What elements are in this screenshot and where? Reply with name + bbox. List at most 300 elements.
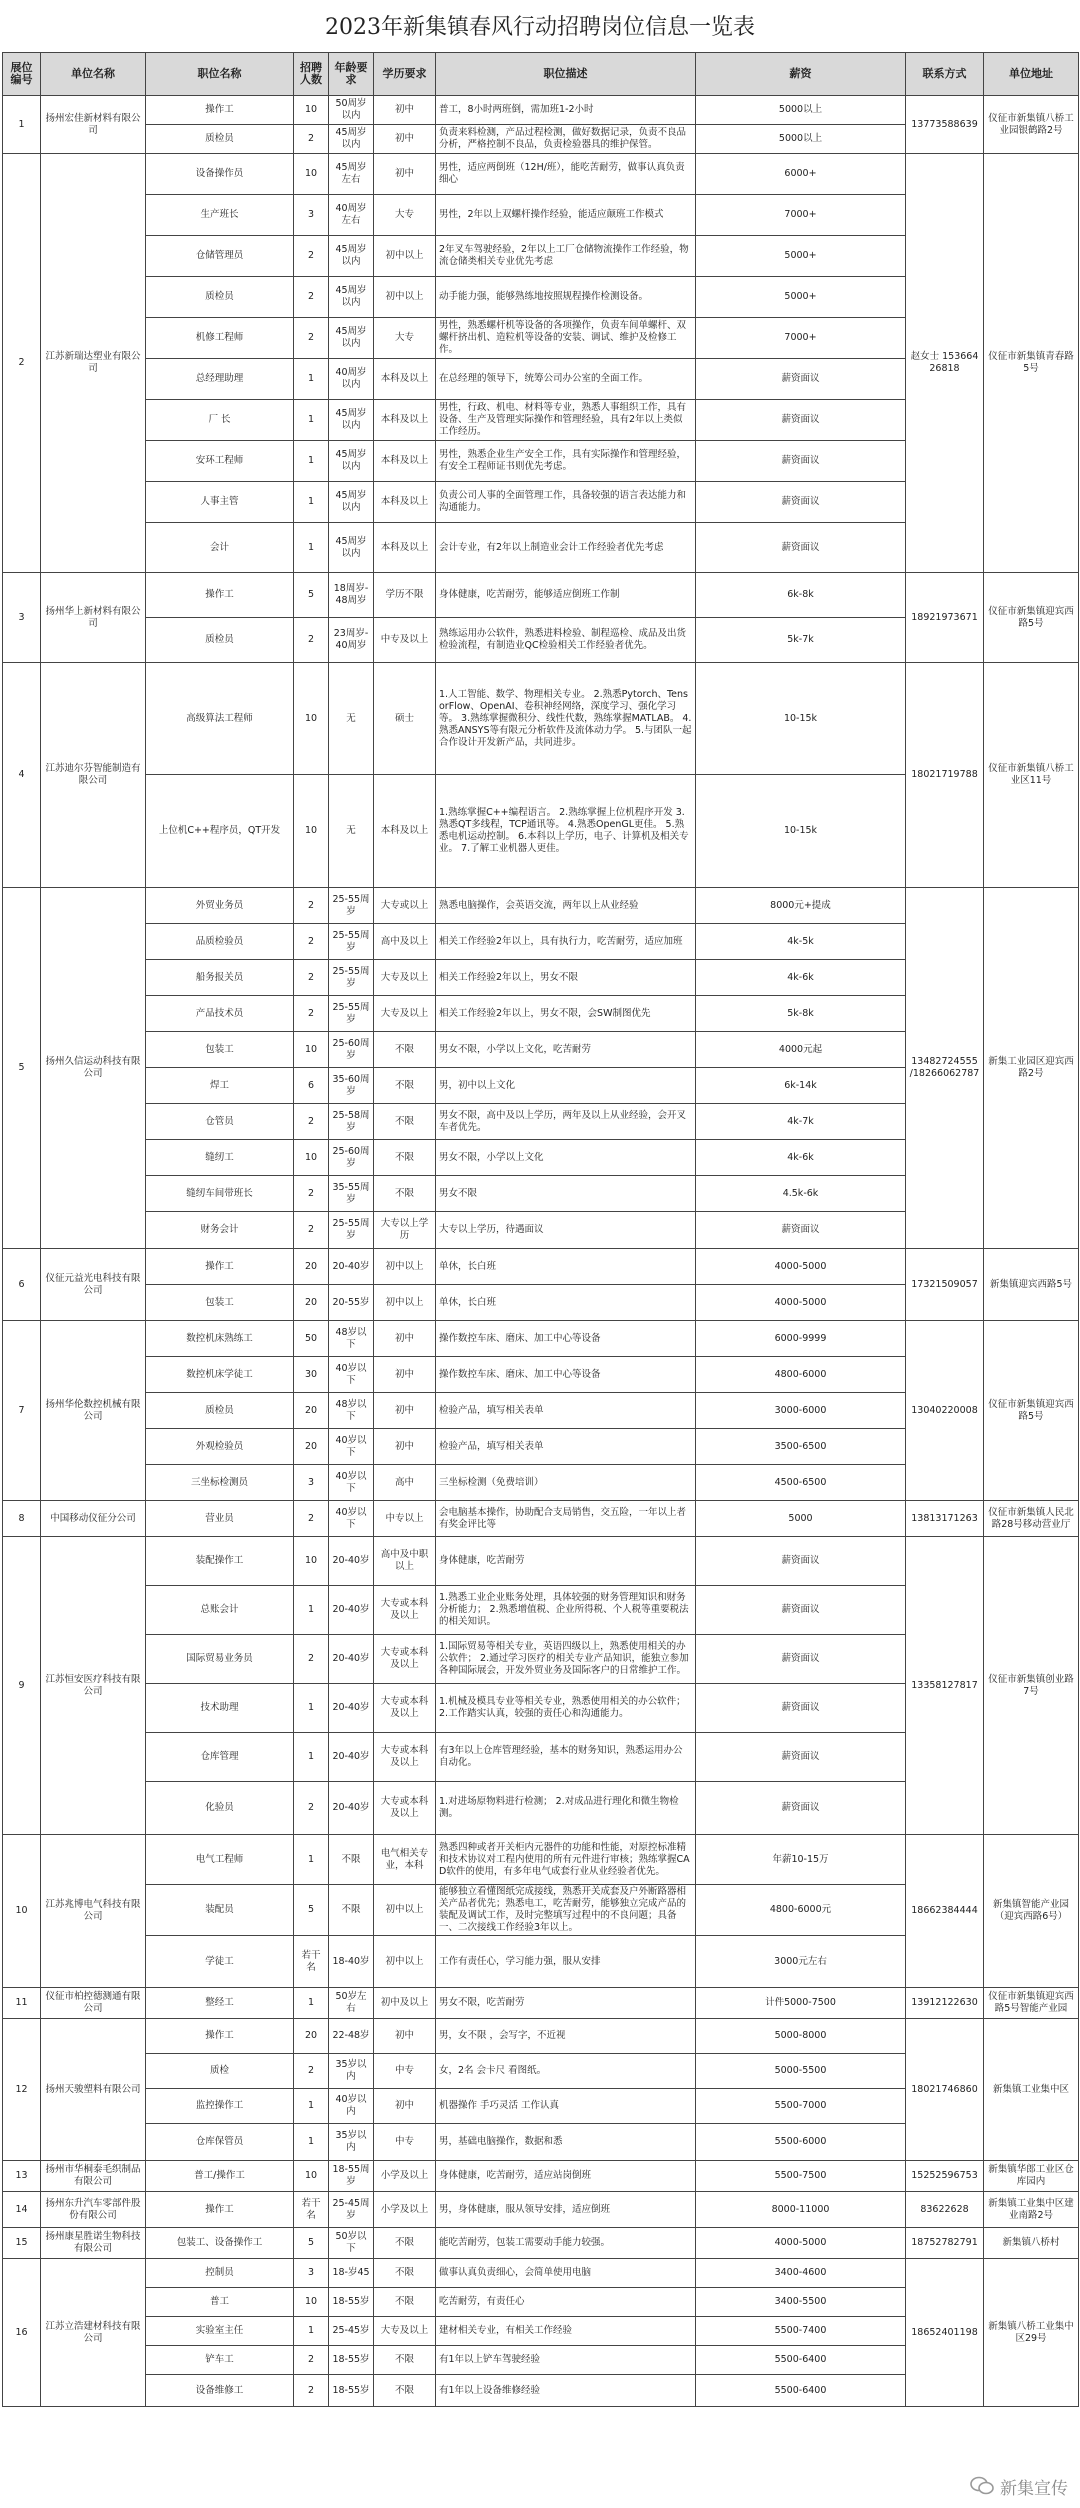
age-requirement-cell: 25-55周岁 — [329, 924, 374, 960]
address-cell: 仪征市新集镇迎宾西路5号 — [984, 1321, 1079, 1501]
headcount-cell: 5 — [294, 1885, 329, 1936]
table-row — [3, 1321, 1079, 1357]
education-cell: 中专及以上 — [374, 618, 436, 663]
salary-cell: 4k-7k — [696, 1104, 906, 1140]
education-cell: 不限 — [374, 1068, 436, 1104]
education-cell: 大专及以上 — [374, 960, 436, 996]
education-cell: 大专及以上 — [374, 2317, 436, 2346]
job-title-cell: 人事主管 — [146, 482, 294, 523]
job-title-cell: 营业员 — [146, 1501, 294, 1537]
age-requirement-cell: 45周岁以内 — [329, 441, 374, 482]
headcount-cell: 20 — [294, 1393, 329, 1429]
table-row — [3, 888, 1079, 924]
job-title-cell: 质检 — [146, 2054, 294, 2089]
education-cell: 高中 — [374, 1465, 436, 1501]
job-description-cell: 男女不限，小学以上文化 — [436, 1140, 696, 1176]
age-requirement-cell: 25-60周岁 — [329, 1032, 374, 1068]
salary-cell: 8000-11000 — [696, 2192, 906, 2228]
education-cell: 初中 — [374, 125, 436, 154]
salary-cell: 薪资面议 — [696, 1212, 906, 1249]
age-requirement-cell: 20-40岁 — [329, 1586, 374, 1635]
job-title-cell: 监控操作工 — [146, 2089, 294, 2124]
age-requirement-cell: 无 — [329, 663, 374, 775]
job-description-cell: 单休，长白班 — [436, 1249, 696, 1285]
job-title-cell: 财务会计 — [146, 1212, 294, 1249]
age-requirement-cell: 50岁左右 — [329, 1988, 374, 2019]
job-description-cell: 男女不限 — [436, 1176, 696, 1212]
education-cell: 大专以上学历 — [374, 1212, 436, 1249]
headcount-cell: 1 — [294, 2124, 329, 2161]
age-requirement-cell: 40周岁以内 — [329, 359, 374, 400]
education-cell: 大专及以上 — [374, 996, 436, 1032]
headcount-cell: 1 — [294, 2317, 329, 2346]
age-requirement-cell: 25-58周岁 — [329, 1104, 374, 1140]
salary-cell: 6k-8k — [696, 573, 906, 618]
wechat-bubble-icon — [970, 2476, 994, 2496]
salary-cell: 4000-5000 — [696, 1249, 906, 1285]
education-cell: 大专 — [374, 318, 436, 359]
age-requirement-cell: 48岁以下 — [329, 1393, 374, 1429]
company-name-cell: 江苏兆博电气科技有限公司 — [41, 1835, 146, 1988]
job-title-cell: 安环工程师 — [146, 441, 294, 482]
headcount-cell: 2 — [294, 2375, 329, 2407]
headcount-cell: 2 — [294, 618, 329, 663]
job-description-cell: 1.熟悉工业企业账务处理，具体较强的财务管理知识和财务分析能力； 2.熟悉增值税、企业所得税、个人税等重要税法的相关知识。 — [436, 1586, 696, 1635]
job-description-cell: 有1年以上铲车驾驶经验 — [436, 2346, 696, 2375]
salary-cell: 3400-4600 — [696, 2259, 906, 2288]
job-description-cell: 1.人工智能、数学、物理相关专业。 2.熟悉Pytorch、TensorFlow、OpenAI、卷积神经网络，深度学习、强化学习等。 3.熟练掌握微积分、线性代数，熟练掌握MATLAB。 4.熟悉ANSYS等有限元分析软件及流体动力学。 5.与团队一起合作设计开发新产品，共同进步。 — [436, 663, 696, 775]
job-description-cell: 吃苦耐劳，有责任心 — [436, 2288, 696, 2317]
table-row — [3, 1835, 1079, 1885]
job-description-cell: 男，女不限 ，会写字，不近视 — [436, 2019, 696, 2054]
company-name-cell: 仪征市柏控德测通有限公司 — [41, 1988, 146, 2019]
headcount-cell: 若干名 — [294, 2192, 329, 2228]
headcount-cell: 50 — [294, 1321, 329, 1357]
salary-cell: 4k-6k — [696, 1140, 906, 1176]
education-cell: 初中以上 — [374, 236, 436, 277]
job-title-cell: 装配操作工 — [146, 1537, 294, 1586]
education-cell: 大专或以上 — [374, 888, 436, 924]
education-cell: 本科及以上 — [374, 400, 436, 441]
headcount-cell: 2 — [294, 888, 329, 924]
booth-number-cell: 9 — [3, 1537, 41, 1835]
job-description-cell: 身体健康，吃苦耐劳，适应站岗倒班 — [436, 2161, 696, 2192]
table-row — [3, 1249, 1079, 1285]
headcount-cell: 10 — [294, 1140, 329, 1176]
job-title-cell: 学徒工 — [146, 1936, 294, 1988]
headcount-cell: 2 — [294, 277, 329, 318]
job-title-cell: 质检员 — [146, 277, 294, 318]
job-description-cell: 负责公司人事的全面管理工作，具备较强的语言表达能力和沟通能力。 — [436, 482, 696, 523]
table-row — [3, 663, 1079, 775]
job-title-cell: 外贸业务员 — [146, 888, 294, 924]
address-cell: 新集镇工业集中区建业南路2号 — [984, 2192, 1079, 2228]
address-cell: 仪征市新集镇迎宾西路5号智能产业园 — [984, 1988, 1079, 2019]
contact-cell: 18921973671 — [906, 573, 984, 663]
job-title-cell: 包装工、设备操作工 — [146, 2228, 294, 2259]
salary-cell: 4k-5k — [696, 924, 906, 960]
headcount-cell: 1 — [294, 2089, 329, 2124]
contact-cell: 18021746860 — [906, 2019, 984, 2161]
job-description-cell: 男女不限，吃苦耐劳 — [436, 1988, 696, 2019]
headcount-cell: 10 — [294, 775, 329, 888]
job-description-cell: 男，基础电脑操作，数据和悉 — [436, 2124, 696, 2161]
company-name-cell: 江苏迪尔芬智能制造有限公司 — [41, 663, 146, 888]
salary-cell: 4000-5000 — [696, 2228, 906, 2259]
headcount-cell: 2 — [294, 2346, 329, 2375]
salary-cell: 薪资面议 — [696, 482, 906, 523]
salary-cell: 薪资面议 — [696, 1537, 906, 1586]
age-requirement-cell: 48岁以下 — [329, 1321, 374, 1357]
company-name-cell: 扬州天骏塑料有限公司 — [41, 2019, 146, 2161]
booth-number-cell: 10 — [3, 1835, 41, 1988]
job-title-cell: 缝纫车间带班长 — [146, 1176, 294, 1212]
education-cell: 本科及以上 — [374, 359, 436, 400]
education-cell: 本科及以上 — [374, 482, 436, 523]
job-description-cell: 男女不限，高中及以上学历，两年及以上从业经验，会开叉车者优先。 — [436, 1104, 696, 1140]
headcount-cell: 10 — [294, 154, 329, 195]
education-cell: 不限 — [374, 2259, 436, 2288]
job-description-cell: 相关工作经验2年以上，男女不限 — [436, 960, 696, 996]
job-title-cell: 仓管员 — [146, 1104, 294, 1140]
job-title-cell: 操作工 — [146, 2192, 294, 2228]
age-requirement-cell: 不限 — [329, 1835, 374, 1885]
job-title-cell: 仓库保管员 — [146, 2124, 294, 2161]
booth-number-cell: 3 — [3, 573, 41, 663]
age-requirement-cell: 45周岁以内 — [329, 277, 374, 318]
address-cell: 新集镇迎宾西路5号 — [984, 1249, 1079, 1321]
job-title-cell: 厂 长 — [146, 400, 294, 441]
job-description-cell: 检验产品，填写相关表单 — [436, 1429, 696, 1465]
job-title-cell: 机修工程师 — [146, 318, 294, 359]
job-description-cell: 1.机械及模具专业等相关专业，熟悉使用相关的办公软件； 2.工作踏实认真，较强的责任心和沟通能力。 — [436, 1684, 696, 1733]
contact-cell: 13773588639 — [906, 96, 984, 154]
header-cell: 展位编号 — [3, 53, 41, 96]
job-title-cell: 数控机床学徒工 — [146, 1357, 294, 1393]
jobs-table — [2, 52, 1079, 2407]
age-requirement-cell: 20-55岁 — [329, 1285, 374, 1321]
age-requirement-cell: 40岁以下 — [329, 1357, 374, 1393]
job-description-cell: 三坐标检测（免费培训） — [436, 1465, 696, 1501]
age-requirement-cell: 18-40岁 — [329, 1936, 374, 1988]
age-requirement-cell: 45周岁以内 — [329, 318, 374, 359]
education-cell: 大专或本科及以上 — [374, 1733, 436, 1782]
salary-cell: 薪资面议 — [696, 523, 906, 573]
booth-number-cell: 2 — [3, 154, 41, 573]
headcount-cell: 2 — [294, 125, 329, 154]
age-requirement-cell: 18-55周岁 — [329, 2161, 374, 2192]
address-cell: 新集镇工业集中区 — [984, 2019, 1079, 2161]
salary-cell: 8000元+提成 — [696, 888, 906, 924]
headcount-cell: 1 — [294, 400, 329, 441]
job-title-cell: 品质检验员 — [146, 924, 294, 960]
job-title-cell: 技术助理 — [146, 1684, 294, 1733]
age-requirement-cell: 20-40岁 — [329, 1733, 374, 1782]
headcount-cell: 6 — [294, 1068, 329, 1104]
education-cell: 本科及以上 — [374, 441, 436, 482]
salary-cell: 5000-8000 — [696, 2019, 906, 2054]
job-title-cell: 总账会计 — [146, 1586, 294, 1635]
salary-cell: 薪资面议 — [696, 400, 906, 441]
salary-cell: 10-15k — [696, 663, 906, 775]
age-requirement-cell: 45周岁以内 — [329, 523, 374, 573]
table-row — [3, 96, 1079, 125]
age-requirement-cell: 20-40岁 — [329, 1635, 374, 1684]
job-description-cell: 操作数控车床、磨床、加工中心等设备 — [436, 1321, 696, 1357]
age-requirement-cell: 45周岁以内 — [329, 125, 374, 154]
education-cell: 本科及以上 — [374, 775, 436, 888]
contact-cell: 18752782791 — [906, 2228, 984, 2259]
header-cell: 学历要求 — [374, 53, 436, 96]
contact-cell: 18021719788 — [906, 663, 984, 888]
age-requirement-cell: 不限 — [329, 1885, 374, 1936]
salary-cell: 4.5k-6k — [696, 1176, 906, 1212]
job-description-cell: 身体健康，吃苦耐劳 — [436, 1537, 696, 1586]
headcount-cell: 1 — [294, 1835, 329, 1885]
job-title-cell: 船务报关员 — [146, 960, 294, 996]
education-cell: 初中以上 — [374, 1249, 436, 1285]
salary-cell: 5000以上 — [696, 96, 906, 125]
watermark-text: 新集宣传 — [1000, 2478, 1068, 2499]
education-cell: 初中 — [374, 1321, 436, 1357]
job-title-cell: 产品技术员 — [146, 996, 294, 1032]
job-description-cell: 1.国际贸易等相关专业，英语四级以上，熟悉使用相关的办公软件； 2.通过学习医疗的相关专业产品知识，能独立参加各种国际展会，开发外贸业务及国际客户的日常维护工作。 — [436, 1635, 696, 1684]
headcount-cell: 2 — [294, 1635, 329, 1684]
headcount-cell: 1 — [294, 441, 329, 482]
age-requirement-cell: 45周岁以内 — [329, 236, 374, 277]
salary-cell: 5500-6400 — [696, 2346, 906, 2375]
salary-cell: 薪资面议 — [696, 1684, 906, 1733]
headcount-cell: 2 — [294, 924, 329, 960]
headcount-cell: 2 — [294, 318, 329, 359]
job-description-cell: 单休，长白班 — [436, 1285, 696, 1321]
education-cell: 初中 — [374, 2019, 436, 2054]
age-requirement-cell: 25-45周岁 — [329, 2192, 374, 2228]
age-requirement-cell: 45周岁以内 — [329, 400, 374, 441]
company-name-cell: 扬州东升汽车零部件股份有限公司 — [41, 2192, 146, 2228]
salary-cell: 5000-5500 — [696, 2054, 906, 2089]
job-title-cell: 国际贸易业务员 — [146, 1635, 294, 1684]
job-description-cell: 男，初中以上文化 — [436, 1068, 696, 1104]
education-cell: 初中以上 — [374, 1885, 436, 1936]
education-cell: 初中 — [374, 1357, 436, 1393]
age-requirement-cell: 35岁以内 — [329, 2054, 374, 2089]
salary-cell: 3500-6500 — [696, 1429, 906, 1465]
salary-cell: 6k-14k — [696, 1068, 906, 1104]
header-cell: 单位地址 — [984, 53, 1079, 96]
education-cell: 不限 — [374, 2346, 436, 2375]
salary-cell: 5500-7000 — [696, 2089, 906, 2124]
salary-cell: 7000+ — [696, 318, 906, 359]
education-cell: 中专 — [374, 2124, 436, 2161]
job-description-cell: 会电脑基本操作，协助配合支局销售，交五险，一年以上者有奖金评比等 — [436, 1501, 696, 1537]
address-cell: 新集镇八桥村 — [984, 2228, 1079, 2259]
job-title-cell: 操作工 — [146, 2019, 294, 2054]
job-description-cell: 男性，适应两倒班（12H/班），能吃苦耐劳，做事认真负责细心 — [436, 154, 696, 195]
page-title: 2023年新集镇春风行动招聘岗位信息一览表 — [325, 15, 755, 40]
age-requirement-cell: 50周岁以内 — [329, 96, 374, 125]
header-cell: 薪资 — [696, 53, 906, 96]
headcount-cell: 2 — [294, 960, 329, 996]
education-cell: 初中 — [374, 1393, 436, 1429]
job-title-cell: 缝纫工 — [146, 1140, 294, 1176]
job-title-cell: 普工/操作工 — [146, 2161, 294, 2192]
address-cell: 新集镇华郎工业区仓库园内 — [984, 2161, 1079, 2192]
job-description-cell: 建材相关专业，有相关工作经验 — [436, 2317, 696, 2346]
header-cell: 职位名称 — [146, 53, 294, 96]
age-requirement-cell: 25-55周岁 — [329, 888, 374, 924]
job-description-cell: 熟悉电脑操作，会英语交流，两年以上从业经验 — [436, 888, 696, 924]
age-requirement-cell: 25-55周岁 — [329, 1212, 374, 1249]
age-requirement-cell: 40岁以下 — [329, 1429, 374, 1465]
company-name-cell: 扬州华上新材料有限公司 — [41, 573, 146, 663]
job-description-cell: 女，2名 会卡尺 看图纸。 — [436, 2054, 696, 2089]
booth-number-cell: 13 — [3, 2161, 41, 2192]
header-cell: 职位描述 — [436, 53, 696, 96]
headcount-cell: 1 — [294, 1586, 329, 1635]
age-requirement-cell: 18-岁45 — [329, 2259, 374, 2288]
company-name-cell: 中国移动仪征分公司 — [41, 1501, 146, 1537]
address-cell: 仪征市新集镇创业路7号 — [984, 1537, 1079, 1835]
job-description-cell: 工作有责任心，学习能力强，服从安排 — [436, 1936, 696, 1988]
table-body — [3, 96, 1079, 2407]
age-requirement-cell: 18-55岁 — [329, 2375, 374, 2407]
address-cell: 仪征市新集镇八桥工业区11号 — [984, 663, 1079, 888]
salary-cell: 3400-5500 — [696, 2288, 906, 2317]
age-requirement-cell: 40岁以下 — [329, 1465, 374, 1501]
company-name-cell: 扬州康星胜诺生物科技有限公司 — [41, 2228, 146, 2259]
headcount-cell: 3 — [294, 2259, 329, 2288]
table-row — [3, 2161, 1079, 2192]
company-name-cell: 仪征元益光电科技有限公司 — [41, 1249, 146, 1321]
education-cell: 不限 — [374, 1104, 436, 1140]
salary-cell: 5000+ — [696, 236, 906, 277]
job-description-cell: 普工，8小时两班倒，需加班1-2小时 — [436, 96, 696, 125]
job-title-cell: 外观检验员 — [146, 1429, 294, 1465]
education-cell: 初中 — [374, 154, 436, 195]
education-cell: 小学及以上 — [374, 2161, 436, 2192]
table-row — [3, 1988, 1079, 2019]
education-cell: 硕士 — [374, 663, 436, 775]
job-title-cell: 操作工 — [146, 573, 294, 618]
company-name-cell: 扬州华伦数控机械有限公司 — [41, 1321, 146, 1501]
headcount-cell: 2 — [294, 1176, 329, 1212]
age-requirement-cell: 45周岁以内 — [329, 482, 374, 523]
job-title-cell: 设备操作员 — [146, 154, 294, 195]
job-title-cell: 会计 — [146, 523, 294, 573]
education-cell: 不限 — [374, 2228, 436, 2259]
age-requirement-cell: 20-40岁 — [329, 1537, 374, 1586]
headcount-cell: 1 — [294, 523, 329, 573]
contact-cell: 18652401198 — [906, 2259, 984, 2407]
salary-cell: 薪资面议 — [696, 441, 906, 482]
job-description-cell: 检验产品，填写相关表单 — [436, 1393, 696, 1429]
headcount-cell: 10 — [294, 663, 329, 775]
salary-cell: 4500-6500 — [696, 1465, 906, 1501]
contact-cell: 17321509057 — [906, 1249, 984, 1321]
education-cell: 学历不限 — [374, 573, 436, 618]
headcount-cell: 10 — [294, 2161, 329, 2192]
salary-cell: 薪资面议 — [696, 1782, 906, 1835]
education-cell: 小学及以上 — [374, 2192, 436, 2228]
header-cell: 单位名称 — [41, 53, 146, 96]
education-cell: 初中 — [374, 2089, 436, 2124]
salary-cell: 5000+ — [696, 277, 906, 318]
age-requirement-cell: 20-40岁 — [329, 1684, 374, 1733]
headcount-cell: 1 — [294, 359, 329, 400]
address-cell: 新集工业园区迎宾西路2号 — [984, 888, 1079, 1249]
education-cell: 电气相关专业，本科 — [374, 1835, 436, 1885]
job-title-cell: 电气工程师 — [146, 1835, 294, 1885]
education-cell: 不限 — [374, 2375, 436, 2407]
booth-number-cell: 6 — [3, 1249, 41, 1321]
age-requirement-cell: 25-55周岁 — [329, 960, 374, 996]
header-cell: 年龄要求 — [329, 53, 374, 96]
job-title-cell: 焊工 — [146, 1068, 294, 1104]
salary-cell: 3000元左右 — [696, 1936, 906, 1988]
watermark — [970, 2472, 1068, 2500]
salary-cell: 4000元起 — [696, 1032, 906, 1068]
headcount-cell: 30 — [294, 1357, 329, 1393]
contact-cell: 18662384444 — [906, 1835, 984, 1988]
age-requirement-cell: 23周岁-40周岁 — [329, 618, 374, 663]
address-cell: 仪征市新集镇八桥工业园银鹤路2号 — [984, 96, 1079, 154]
job-description-cell: 能吃苦耐劳，包装工需要动手能力较强。 — [436, 2228, 696, 2259]
job-description-cell: 男性，行政、机电、材料等专业，熟悉人事组织工作，具有设备、生产及管理实际操作和管理经验，具有2年以上类似工作经历。 — [436, 400, 696, 441]
age-requirement-cell: 22-48岁 — [329, 2019, 374, 2054]
headcount-cell: 20 — [294, 2019, 329, 2054]
job-description-cell: 熟悉四种或者开关柜内元器件的功能和性能，对原控标准精和技术协议对工程内使用的所有元件进行审核；熟练掌握CAD软件的使用，有多年电气成套行业从业经验者优先。 — [436, 1835, 696, 1885]
education-cell: 大专或本科及以上 — [374, 1684, 436, 1733]
headcount-cell: 10 — [294, 1032, 329, 1068]
header-cell: 招聘人数 — [294, 53, 329, 96]
table-row — [3, 154, 1079, 195]
job-description-cell: 做事认真负责细心，会简单使用电脑 — [436, 2259, 696, 2288]
headcount-cell: 20 — [294, 1285, 329, 1321]
job-description-cell: 男性，熟悉企业生产安全工作，具有实际操作和管理经验，有安全工程师证书则优先考虑。 — [436, 441, 696, 482]
job-title-cell: 设备维修工 — [146, 2375, 294, 2407]
education-cell: 初中以上 — [374, 1285, 436, 1321]
headcount-cell: 2 — [294, 996, 329, 1032]
contact-cell: 13813171263 — [906, 1501, 984, 1537]
age-requirement-cell: 50岁以下 — [329, 2228, 374, 2259]
headcount-cell: 3 — [294, 195, 329, 236]
salary-cell: 计件5000-7500 — [696, 1988, 906, 2019]
job-description-cell: 会计专业，有2年以上制造业会计工作经验者优先考虑 — [436, 523, 696, 573]
headcount-cell: 2 — [294, 1212, 329, 1249]
age-requirement-cell: 25-55周岁 — [329, 996, 374, 1032]
salary-cell: 4k-6k — [696, 960, 906, 996]
age-requirement-cell: 25-60周岁 — [329, 1140, 374, 1176]
education-cell: 大专或本科及以上 — [374, 1635, 436, 1684]
job-title-cell: 质检员 — [146, 125, 294, 154]
job-title-cell: 数控机床熟练工 — [146, 1321, 294, 1357]
age-requirement-cell: 35-60周岁 — [329, 1068, 374, 1104]
headcount-cell: 10 — [294, 1537, 329, 1586]
headcount-cell: 20 — [294, 1429, 329, 1465]
age-requirement-cell: 20-40岁 — [329, 1249, 374, 1285]
education-cell: 不限 — [374, 1032, 436, 1068]
job-title-cell: 铲车工 — [146, 2346, 294, 2375]
job-title-cell: 包装工 — [146, 1285, 294, 1321]
job-description-cell: 负责来料检测，产品过程检测，做好数据记录，负责不良品分析，严格控制不良品，负责检验器具的维护保管。 — [436, 125, 696, 154]
contact-cell: 83622628 — [906, 2192, 984, 2228]
address-cell: 新集镇智能产业园（迎宾西路6号） — [984, 1835, 1079, 1988]
headcount-cell: 2 — [294, 2054, 329, 2089]
table-row — [3, 1537, 1079, 1586]
salary-cell: 3000-6000 — [696, 1393, 906, 1429]
education-cell: 本科及以上 — [374, 523, 436, 573]
